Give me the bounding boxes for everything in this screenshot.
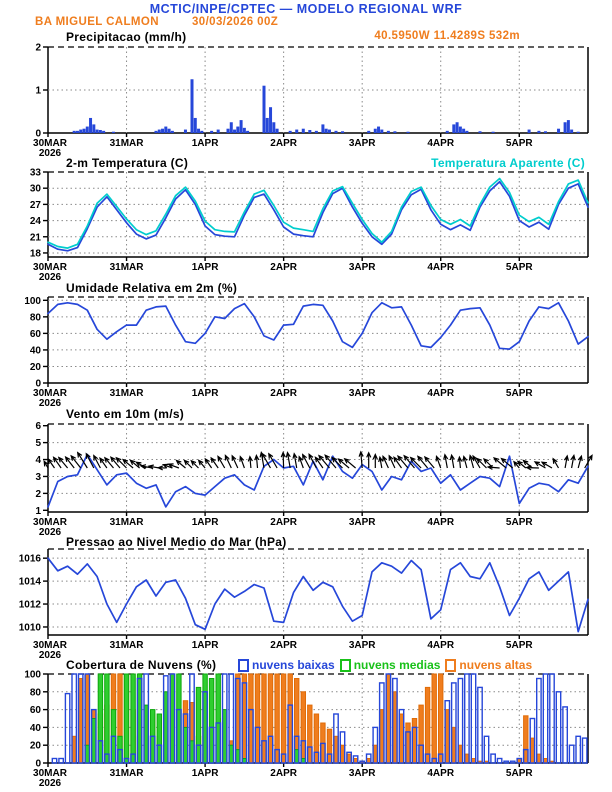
svg-text:3APR: 3APR	[348, 388, 376, 399]
svg-text:100: 100	[24, 669, 41, 681]
nuvens-altas-label: nuvens altas	[459, 658, 533, 672]
svg-text:1012: 1012	[18, 599, 41, 611]
svg-text:31MAR: 31MAR	[109, 388, 144, 399]
panel-title-wind: Vento em 10m (m/s)	[66, 407, 185, 421]
svg-text:2APR: 2APR	[270, 517, 297, 528]
svg-text:3: 3	[35, 471, 41, 483]
svg-text:31MAR: 31MAR	[109, 517, 144, 528]
svg-text:4APR: 4APR	[427, 388, 455, 399]
svg-text:2026: 2026	[38, 398, 62, 409]
svg-text:3APR: 3APR	[348, 262, 376, 273]
svg-text:5: 5	[35, 438, 41, 450]
svg-text:1: 1	[35, 85, 41, 97]
panel-title-humidity: Umidade Relativa em 2m (%)	[66, 281, 238, 295]
svg-text:1APR: 1APR	[191, 138, 219, 149]
svg-text:30MAR: 30MAR	[33, 262, 67, 273]
svg-text:4: 4	[35, 455, 41, 467]
svg-text:2: 2	[35, 42, 41, 54]
svg-text:1016: 1016	[18, 553, 41, 565]
svg-text:1APR: 1APR	[191, 388, 219, 399]
svg-text:3APR: 3APR	[348, 517, 376, 528]
run-datetime-label: 30/03/2026 00Z	[192, 16, 279, 28]
svg-text:0: 0	[35, 758, 41, 770]
svg-text:1APR: 1APR	[191, 517, 219, 528]
panel-title-clouds: Cobertura de Nuvens (%)	[66, 658, 217, 672]
svg-text:60: 60	[29, 705, 41, 717]
svg-text:18: 18	[29, 248, 41, 260]
svg-text:30MAR: 30MAR	[33, 768, 67, 779]
svg-text:0: 0	[35, 378, 41, 390]
legend-apparent-temperature: Temperatura Aparente (C)	[431, 156, 585, 170]
svg-text:0: 0	[35, 128, 41, 140]
svg-text:27: 27	[29, 199, 41, 211]
svg-text:2026: 2026	[38, 272, 62, 283]
svg-text:1014: 1014	[18, 576, 41, 588]
svg-text:31MAR: 31MAR	[109, 640, 144, 651]
svg-text:2026: 2026	[38, 148, 62, 159]
svg-text:1APR: 1APR	[191, 640, 219, 651]
svg-text:31MAR: 31MAR	[109, 138, 144, 149]
svg-text:1010: 1010	[18, 622, 41, 634]
svg-text:5APR: 5APR	[505, 640, 533, 651]
svg-text:4APR: 4APR	[427, 517, 455, 528]
svg-text:80: 80	[29, 687, 41, 699]
svg-text:1: 1	[35, 505, 41, 517]
svg-text:2APR: 2APR	[270, 640, 297, 651]
svg-text:1APR: 1APR	[191, 768, 219, 779]
svg-text:20: 20	[29, 361, 41, 373]
svg-text:4APR: 4APR	[427, 768, 455, 779]
svg-text:30MAR: 30MAR	[33, 388, 67, 399]
page-title: MCTIC/INPE/CPTEC — MODELO REGIONAL WRF	[149, 2, 463, 16]
panel-title-temperature: 2-m Temperatura (C)	[66, 156, 189, 170]
coordinates-label: 40.5950W 11.4289S 532m	[374, 30, 520, 42]
svg-text:2026: 2026	[38, 650, 62, 661]
nuvens-baixas-label: nuvens baixas	[252, 658, 335, 672]
nuvens-medias-label: nuvens medias	[353, 658, 441, 672]
svg-text:4APR: 4APR	[427, 640, 455, 651]
svg-text:60: 60	[29, 328, 41, 340]
svg-text:40: 40	[29, 722, 41, 734]
svg-text:2APR: 2APR	[270, 138, 297, 149]
svg-text:3APR: 3APR	[348, 640, 376, 651]
svg-text:2APR: 2APR	[270, 262, 297, 273]
svg-text:30MAR: 30MAR	[33, 138, 67, 149]
svg-text:1APR: 1APR	[191, 262, 219, 273]
panel-title-pressure: Pressao ao Nivel Medio do Mar (hPa)	[66, 535, 287, 549]
svg-text:40: 40	[29, 345, 41, 357]
svg-text:2026: 2026	[38, 778, 62, 789]
svg-text:4APR: 4APR	[427, 138, 455, 149]
svg-text:5APR: 5APR	[505, 138, 533, 149]
svg-text:4APR: 4APR	[427, 262, 455, 273]
svg-text:31MAR: 31MAR	[109, 262, 144, 273]
svg-text:5APR: 5APR	[505, 262, 533, 273]
svg-text:3APR: 3APR	[348, 768, 376, 779]
svg-text:2APR: 2APR	[270, 768, 297, 779]
svg-text:6: 6	[35, 421, 41, 433]
svg-text:30MAR: 30MAR	[33, 640, 67, 651]
svg-text:80: 80	[29, 312, 41, 324]
svg-text:2: 2	[35, 488, 41, 500]
svg-text:100: 100	[24, 295, 41, 307]
svg-text:31MAR: 31MAR	[109, 768, 144, 779]
svg-text:5APR: 5APR	[505, 388, 533, 399]
svg-text:3APR: 3APR	[348, 138, 376, 149]
svg-text:21: 21	[29, 232, 41, 244]
svg-text:5APR: 5APR	[505, 768, 533, 779]
svg-text:30MAR: 30MAR	[33, 517, 67, 528]
svg-text:24: 24	[29, 216, 41, 228]
svg-text:5APR: 5APR	[505, 517, 533, 528]
svg-text:33: 33	[29, 167, 41, 179]
station-label: BA MIGUEL CALMON	[35, 16, 159, 28]
svg-text:30: 30	[29, 183, 41, 195]
panel-title-precipitation: Precipitacao (mm/h)	[66, 30, 187, 44]
svg-text:2026: 2026	[38, 527, 62, 538]
svg-text:2APR: 2APR	[270, 388, 297, 399]
svg-text:20: 20	[29, 740, 41, 752]
